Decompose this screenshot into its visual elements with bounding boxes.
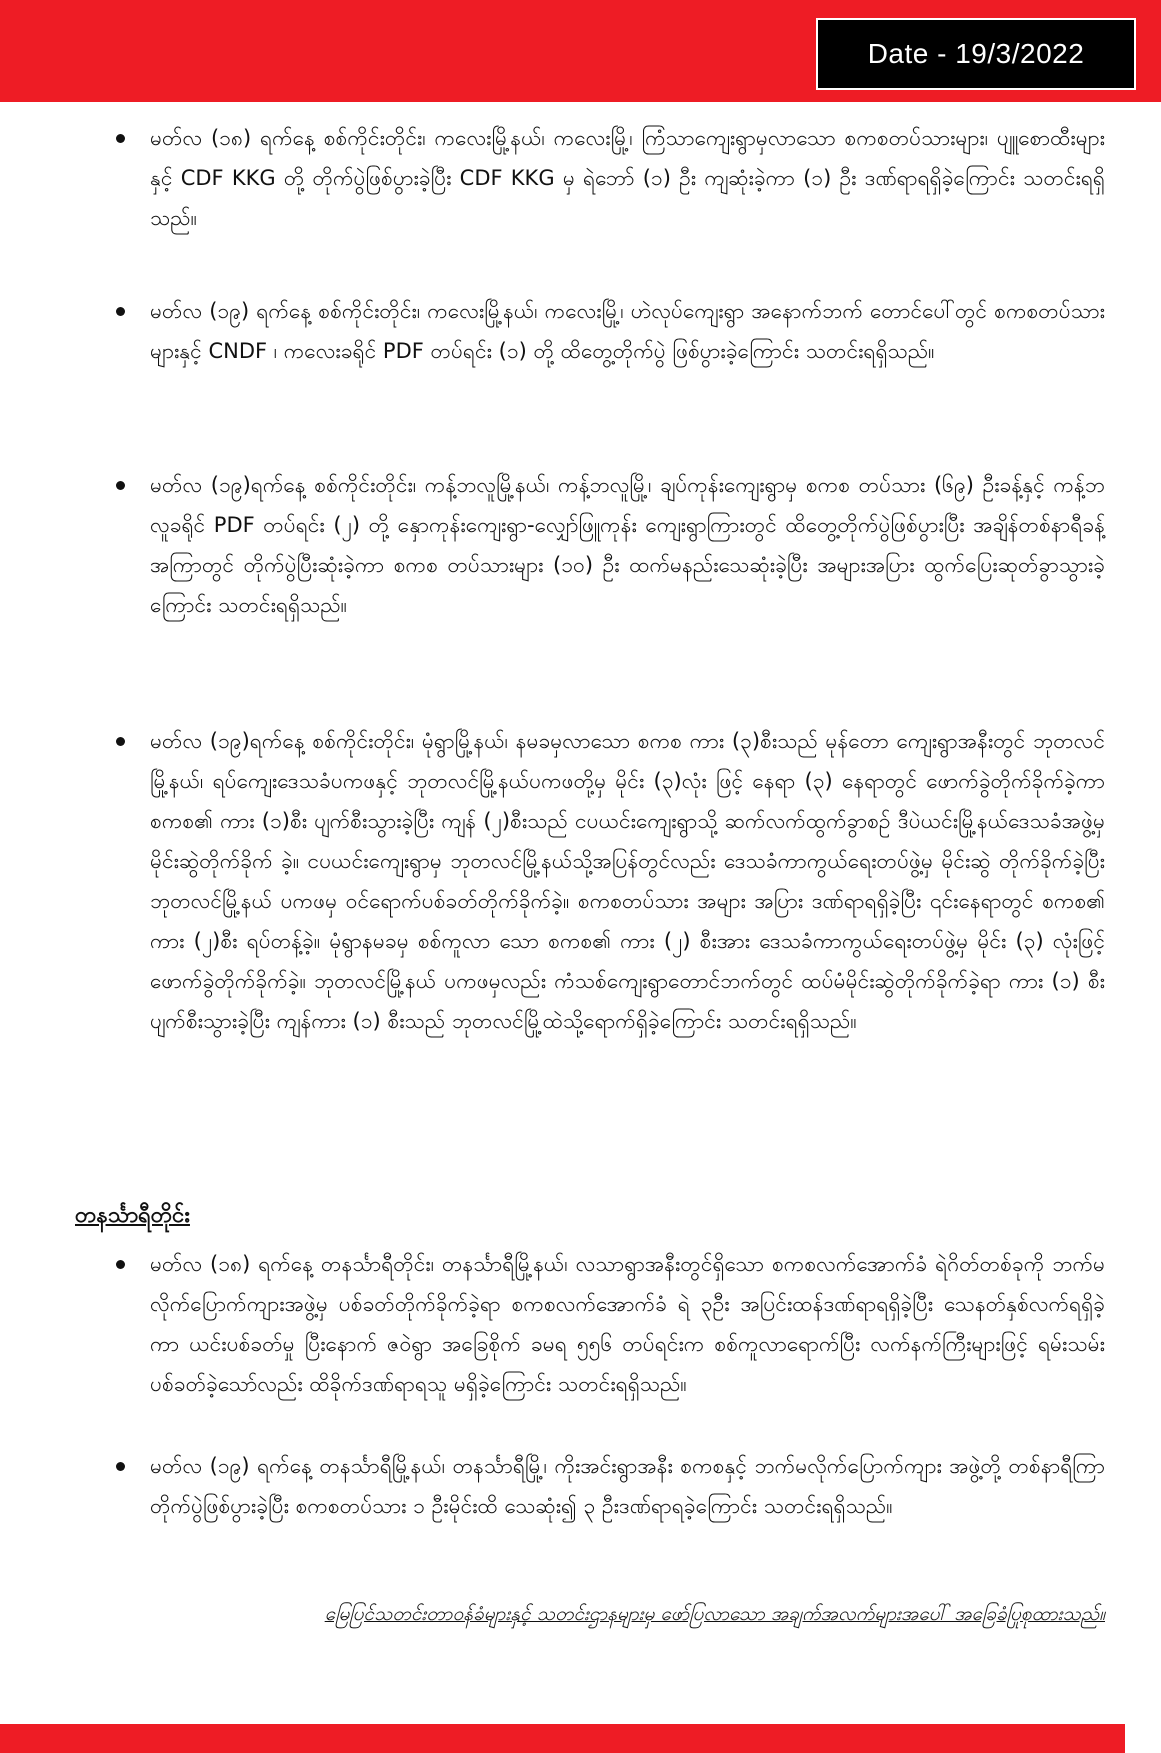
list-item [150, 291, 1105, 371]
footer-bar [0, 1724, 1125, 1753]
item-text: မတ်လ (၁၉) ရက်နေ့ စစ်ကိုင်းတိုင်း၊ ကလေးမြို့နယ်၊ ကလေးမြို့၊ ဟဲလုပ်ကျေးရွာ အနောက်ဘက် တောင်ပေါ်တွင် စကစတပ်သားများနှင့် CNDF ၊ ကလေးခရိုင် PDF တပ်ရင်း (၁) တို့ ထိတွေ့တိုက်ပွဲ ဖြစ်ပွားခဲ့ကြောင်း သတင်းရရှိသည်။ [150, 299, 1105, 363]
item-text: မတ်လ (၁၈) ရက်နေ့ တနင်္သာရီတိုင်း၊ တနင်္သာရီမြို့နယ်၊ လသာရွာအနီးတွင်ရှိသော စကစလက်အောက်ခံ ရဲဂိတ်တစ်ခုကို ဘက်မလိုက်ပြောက်ကျားအဖွဲ့မှ ပစ်ခတ်တိုက်ခိုက်ခဲ့ရာ စကစလက်အောက်ခံ ရဲ ၃ဦး အပြင်းထန်ဒဏ်ရာရရှိခဲ့ပြီး သေနတ်နှစ်လက်ရရှိခဲ့ကာ ယင်းပစ်ခတ်မှု ပြီးနောက် ဇဝဲရွာ အခြေစိုက် ခမရ ၅၅၆ တပ်ရင်းက စစ်ကူလာရောက်ပြီး လက်နက်ကြီးများဖြင့် ရမ်းသမ်းပစ်ခတ်ခဲ့သော်လည်း ထိခိုက်ဒဏ်ရာရသူ မရှိခဲ့ကြောင်း သတင်းရရှိသည်။ [150, 1252, 1105, 1396]
list-item [150, 1244, 1105, 1404]
list-item [150, 118, 1105, 238]
bullet-icon [116, 1462, 125, 1471]
bullet-icon [116, 481, 125, 490]
item-text: မတ်လ (၁၉)ရက်နေ့ စစ်ကိုင်းတိုင်း၊ မုံရွာမြို့နယ်၊ နမခမှလာသော စကစ ကား (၃)စီးသည် မုန်တော ကျေးရွာအနီးတွင် ဘုတလင်မြို့နယ်၊ ရပ်ကျေးဒေသခံပကဖနှင့် ဘုတလင်မြို့နယ်ပကဖတို့မှ မိုင်း (၃)လုံး ဖြင့် နေရာ (၃) နေရာတွင် ဖောက်ခွဲတိုက်ခိုက်ခဲ့ကာ စကစ၏ ကား (၁)စီး ပျက်စီးသွားခဲ့ပြီး ကျန် (၂)စီးသည် ငပယင်းကျေးရွာသို့ ဆက်လက်ထွက်ခွာစဉ် ဒီပဲယင်းမြို့နယ်ဒေသခံအဖွဲ့မှ မိုင်းဆွဲတိုက်ခိုက် ခဲ့။ ငပယင်းကျေးရွာမှ ဘုတလင်မြို့နယ်သို့အပြန်တွင်လည်း ဒေသခံကာကွယ်ရေးတပ်ဖွဲ့မှ မိုင်းဆွဲ တိုက်ခိုက်ခဲ့ပြီး ဘုတလင်မြို့နယ် ပကဖမှ ဝင်ရောက်ပစ်ခတ်တိုက်ခိုက်ခဲ့။ စကစတပ်သား အများ အပြား ဒဏ်ရာရရှိခဲ့ပြီး ၎င်းနေရာတွင် စကစ၏ ကား (၂)စီး ရပ်တန့်ခဲ့။ မုံရွာနမခမှ စစ်ကူလာ သော စကစ၏ ကား (၂) စီးအား ဒေသခံကာကွယ်ရေးတပ်ဖွဲ့မှ မိုင်း (၃) လုံးဖြင့် ဖောက်ခွဲတိုက်ခိုက်ခဲ့။ ဘုတလင်မြို့နယ် ပကဖမှလည်း ကံသစ်ကျေးရွာတောင်ဘက်တွင် ထပ်မံမိုင်းဆွဲတိုက်ခိုက်ခဲ့ရာ ကား (၁) စီး ပျက်စီးသွားခဲ့ပြီး ကျန်ကား (၁) စီးသည် ဘုတလင်မြို့ထဲသို့ရောက်ရှိခဲ့ကြောင်း သတင်းရရှိသည်။ [150, 729, 1105, 1033]
list-item [150, 465, 1105, 625]
list-item [150, 1446, 1105, 1526]
bullet-icon [116, 1260, 125, 1269]
item-text: မတ်လ (၁၉)ရက်နေ့ စစ်ကိုင်းတိုင်း၊ ကန့်ဘလူမြို့နယ်၊ ကန့်ဘလူမြို့၊ ချပ်ကုန်းကျေးရွာမှ စကစ တပ်သား (၆၉) ဦးခန့်နှင့် ကန့်ဘလူခရိုင် PDF တပ်ရင်း (၂) တို့ နှောကုန်းကျေးရွာ-လျှော်ဖြူကုန်း ကျေးရွာကြားတွင် ထိတွေ့တိုက်ပွဲဖြစ်ပွားပြီး အချိန်တစ်နာရီခန့် အကြာတွင် တိုက်ပွဲပြီးဆုံးခဲ့ကာ စကစ တပ်သားများ (၁၀) ဦး ထက်မနည်းသေဆုံးခဲ့ပြီး အများအပြား ထွက်ပြေးဆုတ်ခွာသွားခဲ့ကြောင်း သတင်းရရှိသည်။ [150, 473, 1105, 617]
bullet-icon [116, 737, 125, 746]
footer-note: မြေပြင်သတင်းတာဝန်ခံများနှင့် သတင်းဌာနများမှ ဖော်ပြလာသော အချက်အလက်များအပေါ် အခြေခံပြုစုထားသည်။ [324, 1603, 1105, 1625]
date-label: Date - 19/3/2022 [816, 18, 1136, 90]
bullet-icon [116, 307, 125, 316]
item-text: မတ်လ (၁၈) ရက်နေ့ စစ်ကိုင်းတိုင်း၊ ကလေးမြို့နယ်၊ ကလေးမြို့၊ ကြံသာကျေးရွာမှလာသော စကစတပ်သားများ၊ ပျူစောထီးများနှင့် CDF KKG တို့ တိုက်ပွဲဖြစ်ပွားခဲ့ပြီး CDF KKG မှ ရဲဘော် (၁) ဦး ကျဆုံးခဲ့ကာ (၁) ဦး ဒဏ်ရာရရှိခဲ့ကြောင်း သတင်းရရှိသည်။ [150, 126, 1105, 230]
item-text: မတ်လ (၁၉) ရက်နေ့ တနင်္သာရီမြို့နယ်၊ တနင်္သာရီမြို့၊ ကိုးအင်းရွာအနီး စကစနှင့် ဘက်မလိုက်ပြောက်ကျား အဖွဲ့တို့ တစ်နာရီကြာ တိုက်ပွဲဖြစ်ပွားခဲ့ပြီး စကစတပ်သား ၁ ဦးမိုင်းထိ သေဆုံး၍ ၃ ဦးဒဏ်ရာရခဲ့ကြောင်း သတင်းရရှိသည်။ [150, 1454, 1105, 1518]
list-item [150, 721, 1105, 1041]
bullet-icon [116, 134, 125, 143]
section-heading: တနင်္သာရီတိုင်း [75, 1203, 190, 1228]
